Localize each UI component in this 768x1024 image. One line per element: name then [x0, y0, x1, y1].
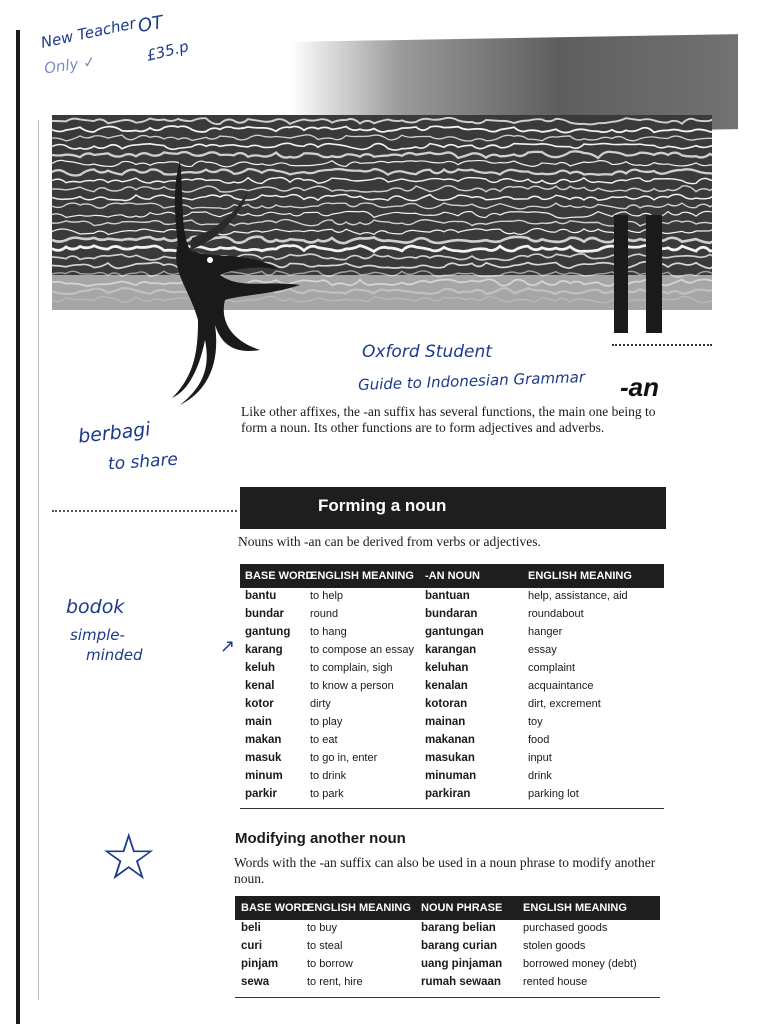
base-word: makan	[245, 734, 282, 746]
margin-note-word: bodok	[66, 596, 125, 618]
english-meaning: to rent, hire	[307, 976, 363, 988]
base-word: karang	[245, 644, 283, 656]
column-header: ENGLISH MEANING	[523, 902, 627, 914]
an-noun: bundaran	[425, 608, 478, 620]
english-meaning: to know a person	[310, 680, 394, 692]
english-meaning: toy	[528, 716, 543, 728]
base-word: kenal	[245, 680, 275, 692]
english-meaning: to park	[310, 788, 344, 800]
english-meaning: to borrow	[307, 958, 353, 970]
table-header	[240, 564, 664, 588]
chapter-title: -an	[620, 372, 659, 402]
column-header: -AN NOUN	[425, 570, 480, 582]
section-heading-modifying: Modifying another noun	[235, 830, 406, 847]
star-doodle-icon: ☆	[100, 821, 158, 895]
an-noun: gantungan	[425, 626, 484, 638]
base-word: bantu	[245, 590, 277, 602]
handwritten-price-code: OT	[136, 11, 165, 38]
table-row	[240, 770, 664, 788]
an-noun: karangan	[425, 644, 477, 656]
table-row	[235, 976, 660, 994]
table-row	[240, 734, 664, 752]
english-meaning: complaint	[528, 662, 576, 674]
arrow-mark-icon: ↗	[220, 636, 236, 657]
base-word: parkir	[245, 788, 277, 800]
table-row	[240, 662, 664, 680]
column-header: BASE WORD	[241, 902, 310, 914]
english-meaning: dirt, excrement	[528, 698, 601, 710]
noun-phrase: barang curian	[421, 940, 498, 952]
english-meaning: to help	[310, 590, 344, 602]
english-meaning: rented house	[523, 976, 588, 988]
an-noun: bantuan	[425, 590, 470, 602]
english-meaning: borrowed money (debt)	[523, 958, 637, 970]
english-meaning: purchased goods	[523, 922, 608, 934]
handwritten-note-only: Only ✓	[42, 52, 97, 78]
table-row	[240, 716, 664, 734]
forming-noun-table	[240, 564, 664, 809]
english-meaning: to buy	[307, 922, 337, 934]
base-word: keluh	[245, 662, 276, 674]
section-heading-forming: Forming a noun	[240, 487, 666, 529]
table-row	[240, 608, 664, 626]
modifying-noun-table	[235, 896, 660, 998]
english-meaning: stolen goods	[523, 940, 586, 952]
handwritten-price: £35.p	[144, 37, 191, 65]
english-meaning: drink	[528, 770, 552, 782]
english-meaning: dirty	[310, 698, 331, 710]
handwritten-note-teacher: New Teacher	[39, 14, 138, 52]
an-noun: keluhan	[425, 662, 469, 674]
english-meaning: acquaintance	[528, 680, 594, 692]
base-word: beli	[241, 922, 261, 934]
base-word: curi	[241, 940, 263, 952]
dotted-rule	[52, 510, 237, 512]
english-meaning: input	[528, 752, 552, 764]
chapter-intro: Like other affixes, the -an suffix has several functions, the main one being to form a noun. Its other functions are to form adjectives and adverbs.	[241, 404, 656, 435]
an-noun: masukan	[425, 752, 475, 764]
table-row	[240, 752, 664, 770]
chapter-marker-bars	[612, 215, 672, 335]
column-header: ENGLISH MEANING	[307, 902, 411, 914]
margin-note-meaning: minded	[86, 646, 143, 664]
english-meaning: hanger	[528, 626, 563, 638]
handwritten-title-line1: Oxford Student	[362, 342, 492, 362]
column-header: BASE WORD	[245, 570, 314, 582]
scan-edge	[16, 30, 20, 1024]
an-noun: kenalan	[425, 680, 468, 692]
english-meaning: round	[310, 608, 339, 620]
base-word: main	[245, 716, 272, 728]
english-meaning: to complain, sigh	[310, 662, 393, 674]
noun-phrase: barang belian	[421, 922, 496, 934]
english-meaning: roundabout	[528, 608, 584, 620]
base-word: gantung	[245, 626, 291, 638]
section-intro-modifying: Words with the -an suffix can also be used in a noun phrase to modify another noun.	[234, 855, 656, 886]
english-meaning: to eat	[310, 734, 338, 746]
english-meaning: food	[528, 734, 550, 746]
english-meaning: to compose an essay	[310, 644, 414, 656]
an-noun: kotoran	[425, 698, 468, 710]
scan-edge-faint	[38, 120, 39, 1000]
column-header: NOUN PHRASE	[421, 902, 503, 914]
base-word: minum	[245, 770, 283, 782]
an-noun: minuman	[425, 770, 477, 782]
section-intro-forming: Nouns with -an can be derived from verbs or adjectives.	[238, 534, 541, 549]
margin-note-word: berbagi	[77, 418, 152, 448]
table-row	[235, 940, 660, 958]
margin-note-meaning: to share	[107, 449, 179, 475]
column-header: ENGLISH MEANING	[310, 570, 414, 582]
english-meaning: to steal	[307, 940, 343, 952]
table-row	[235, 958, 660, 976]
base-word: bundar	[245, 608, 284, 620]
handwritten-title-line2: Guide to Indonesian Grammar	[357, 368, 586, 394]
table-row	[240, 788, 664, 806]
english-meaning: to drink	[310, 770, 347, 782]
margin-note-meaning: simple-	[70, 626, 125, 644]
table-row	[240, 626, 664, 644]
noun-phrase: uang pinjaman	[421, 958, 503, 970]
table-row	[240, 680, 664, 698]
an-noun: parkiran	[425, 788, 471, 800]
table-rule	[240, 808, 664, 809]
column-header: ENGLISH MEANING	[528, 570, 632, 582]
table-header	[235, 896, 660, 920]
dotted-rule	[612, 344, 712, 346]
noun-phrase: rumah sewaan	[421, 976, 501, 988]
english-meaning: essay	[528, 644, 557, 656]
english-meaning: to play	[310, 716, 343, 728]
english-meaning: parking lot	[528, 788, 579, 800]
english-meaning: help, assistance, aid	[528, 590, 628, 602]
table-row	[240, 644, 664, 662]
table-row	[235, 922, 660, 940]
english-meaning: to go in, enter	[310, 752, 378, 764]
bird-illustration-icon	[150, 150, 330, 420]
table-row	[240, 590, 664, 608]
table-row	[240, 698, 664, 716]
base-word: sewa	[241, 976, 270, 988]
table-rule	[235, 997, 660, 998]
base-word: pinjam	[241, 958, 279, 970]
an-noun: mainan	[425, 716, 466, 728]
english-meaning: to hang	[310, 626, 347, 638]
an-noun: makanan	[425, 734, 475, 746]
base-word: masuk	[245, 752, 282, 764]
base-word: kotor	[245, 698, 274, 710]
